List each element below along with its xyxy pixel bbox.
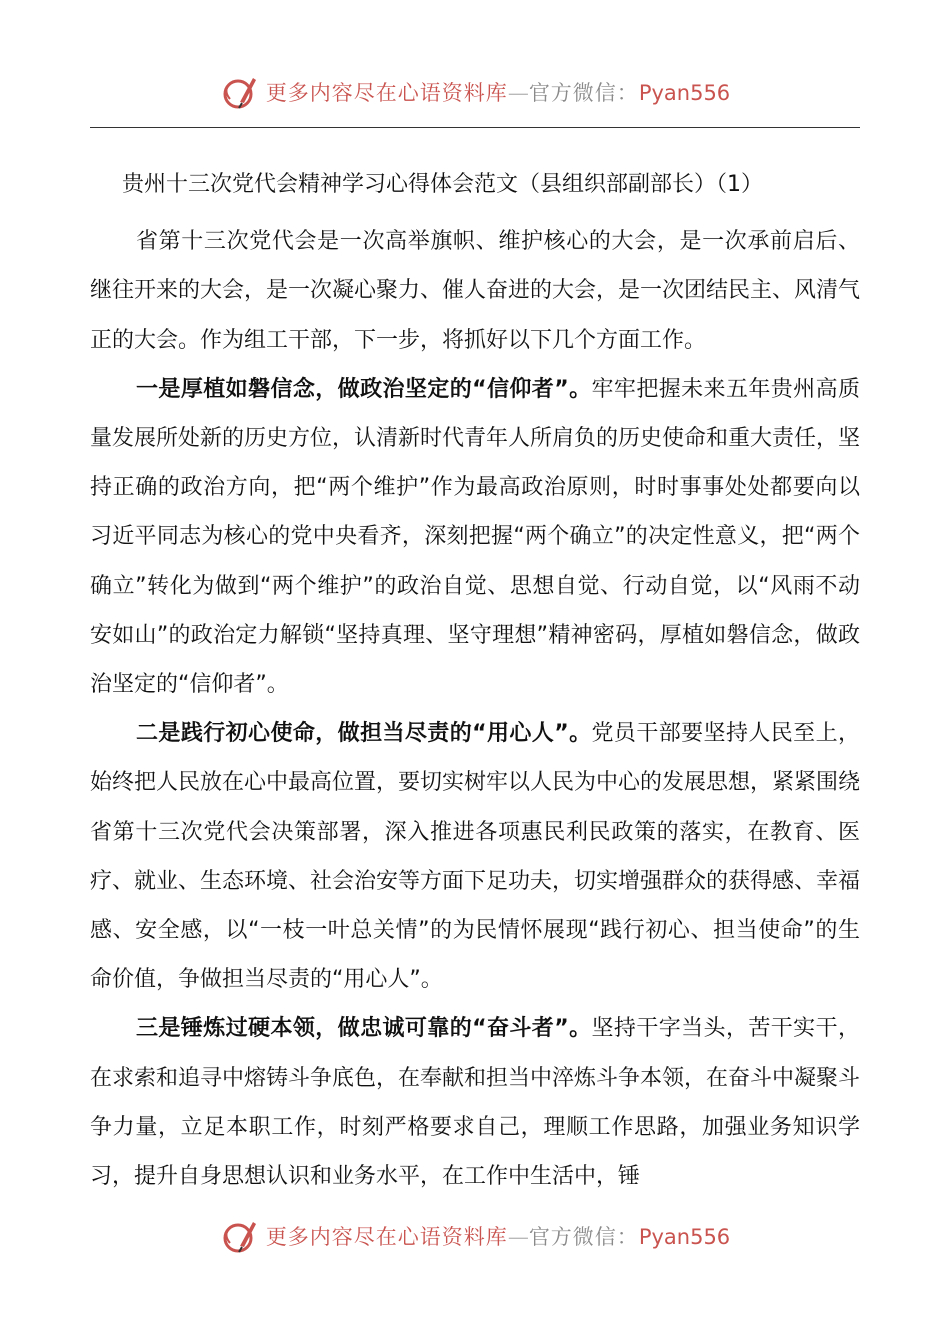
section-paragraph-2: 二是践行初心使命，做担当尽责的“用心人”。党员干部要坚持人民至上，始终把人民放在心中最高位置，要切实树牢以人民为中心的发展思想，紧紧围绕省第十三次党代会决策部署，深入推进各项惠民利民政策的落实，在教育、医疗、就业、生态环境、社会治安等方面下足功夫，切实增强群众的获得感、幸福感、安全感，以“一枝一叶总关情”的为民情怀展现“践行初心、担当使命”的生命价值，争做担当尽责的“用心人”。 (90, 721, 861, 993)
document-body (90, 160, 860, 1201)
banner-text: 更多内容尽在心语资料库—官方微信：Pyan556 (265, 1225, 731, 1249)
section-heading: 二是践行初心使命，做担当尽责的“用心人”。 (136, 721, 592, 747)
header-banner (0, 68, 950, 116)
header-divider (90, 127, 860, 128)
document-title: 贵州十三次党代会精神学习心得体会范文（县组织部副部长）（1） (122, 172, 763, 197)
intro-paragraph: 省第十三次党代会是一次高举旗帜、维护核心的大会，是一次承前启后、继往开来的大会，是一次凝心聚力、催人奋进的大会，是一次团结民主、风清气正的大会。作为组工干部，下一步，将抓好以下几个方面工作。 (90, 229, 861, 353)
quill-pen-logo-icon (220, 72, 260, 112)
section-heading: 一是厚植如磐信念，做政治坚定的“信仰者”。 (136, 376, 592, 402)
section-paragraph-1: 一是厚植如磐信念，做政治坚定的“信仰者”。牢牢把握未来五年贵州高质量发展所处新的历史方位，认清新时代青年人所肩负的历史使命和重大责任，坚持正确的政治方向，把“两个维护”作为最高政治原则，时时事事处处都要向以习近平同志为核心的党中央看齐，深刻把握“两个确立”的决定性意义，把“两个确立”转化为做到“两个维护”的政治自觉、思想自觉、行动自觉，以“风雨不动安如山”的政治定力解锁“坚持真理、坚守理想”精神密码，厚植如磐信念，做政治坚定的“信仰者”。 (90, 376, 861, 698)
footer-banner (0, 1212, 950, 1260)
banner-text: 更多内容尽在心语资料库—官方微信：Pyan556 (265, 81, 731, 105)
section-paragraph-3: 三是锤炼过硬本领，做忠诚可靠的“奋斗者”。坚持干字当头，苦干实干，在求索和追寻中熔铸斗争底色，在奉献和担当中淬炼斗争本领，在奋斗中凝聚斗争力量，立足本职工作，时刻严格要求自己，理顺工作思路，加强业务知识学习，提升自身思想认识和业务水平，在工作中生活中，锤 (90, 1016, 861, 1190)
section-heading: 三是锤炼过硬本领，做忠诚可靠的“奋斗者”。 (136, 1016, 592, 1042)
quill-pen-logo-icon (220, 1216, 260, 1256)
